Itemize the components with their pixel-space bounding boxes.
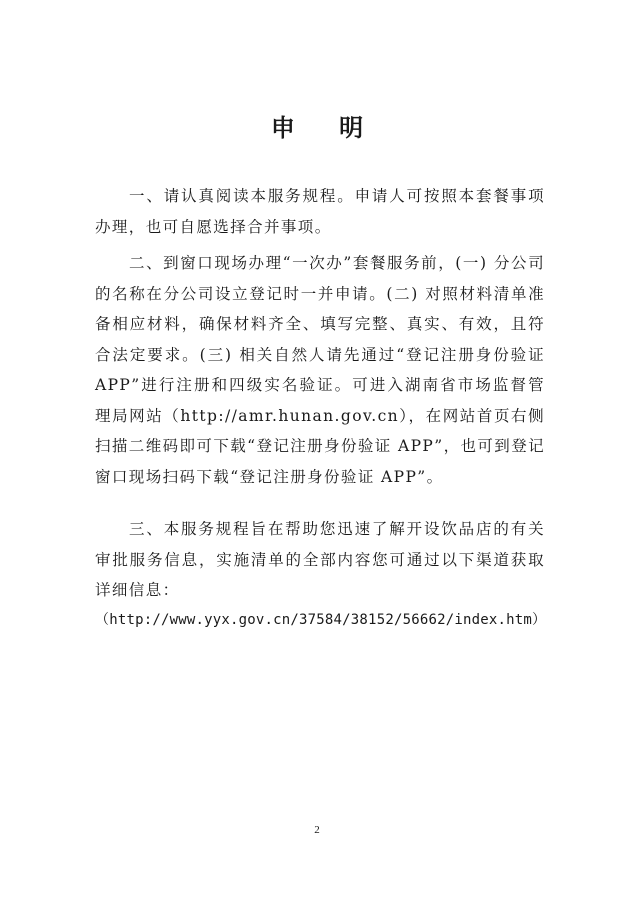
- page-title: 申 明: [270, 114, 382, 142]
- page-number: 2: [314, 824, 320, 836]
- paragraph-1: 一、请认真阅读本服务规程。申请人可按照本套餐事项办理，也可自愿选择合并事项。: [95, 187, 545, 236]
- paragraph-3: 三、本服务规程旨在帮助您迅速了解开设饮品店的有关审批服务信息，实施清单的全部内容您可通过以下渠道获取详细信息：: [95, 520, 545, 599]
- paragraph-2: 二、到窗口现场办理“一次办”套餐服务前，(一) 分公司的名称在分公司设立登记时一并申请。(二) 对照材料清单准备相应材料，确保材料齐全、填写完整、真实、有效，且符合法定要求。(三) 相关自然人请先通过“登记注册身份验证APP”进行注册和四级实名验证。可进入湖南省市场监督管理局网站（http://amr.hunan.gov.cn），在网站首页右侧扫描二维码即可下载“登记注册身份验证 APP”，也可到登记窗口现场扫码下载“登记注册身份验证 APP”。: [95, 254, 545, 486]
- info-url: （http://www.yyx.gov.cn/37584/38152/56662/index.htm）: [95, 612, 547, 628]
